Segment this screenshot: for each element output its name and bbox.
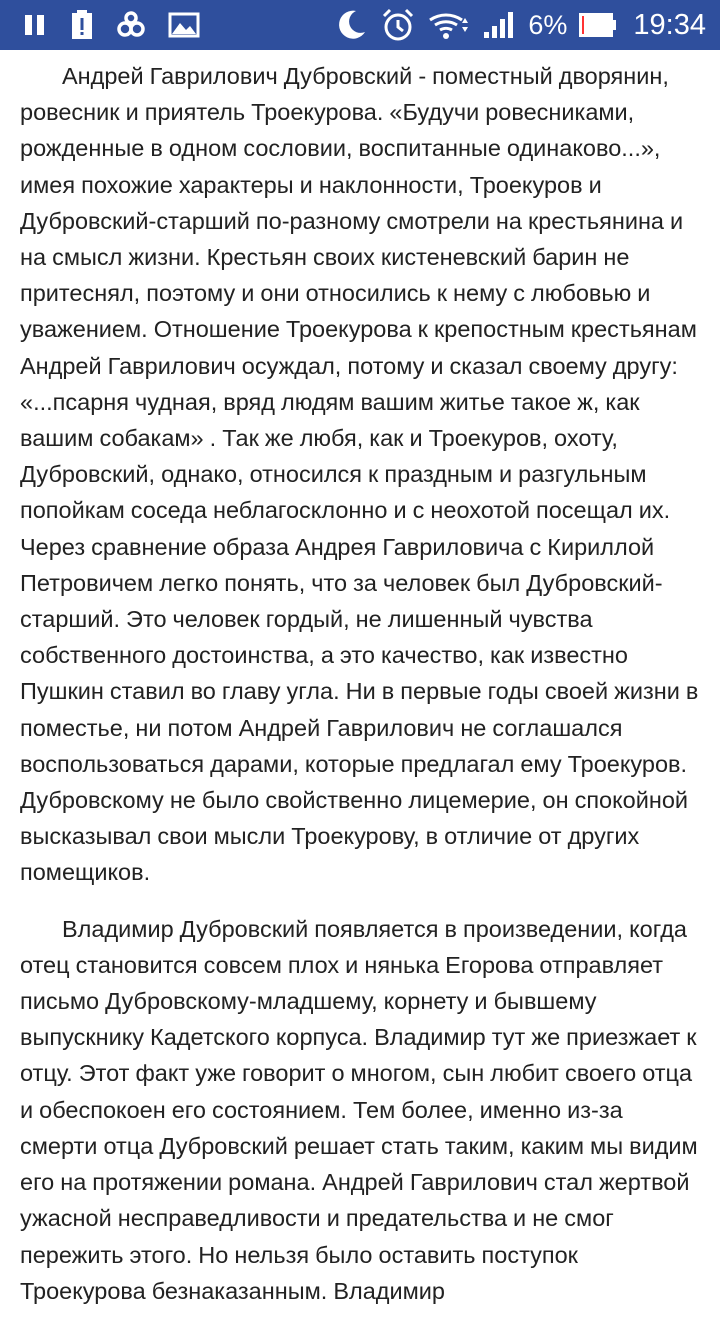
paragraph-2: Владимир Дубровский появляется в произведении, когда отец становится совсем плох и нянька Егорова отправляет письмо Дубровскому-младшему, корнету и бывшему выпускнику Кадетского корпуса. Владимир тут же приезжает к отцу. Этот факт уже говорит о многом, сын любит своего отца и обеспокоен его состоянием. Тем более, именно из-за смерти отца Дубровский решает стать таким, каким мы видим его на протяжении романа. Андрей Гаврилович стал жертвой ужасной несправедливости и предательства и не смог пережить этого. Но нельзя было оставить поступок Троекурова безнаказанным. Владимир [20,915,698,1304]
pause-icon [22,12,48,38]
gallery-icon [168,12,200,38]
signal-icon [482,10,516,40]
notification-icons [22,9,200,41]
paragraph-1: Андрей Гаврилович Дубровский - поместный дворянин, ровесник и приятель Троекурова. «Будучи ровесниками, рожденные в одном сословии, воспитанные одинаково...», имея похожие характеры и наклонности, Троекуров и Дубровский-старший по-разному смотрели на крестьянина и на смысл жизни. Крестьян своих кистеневский барин не притеснял, поэтому и они относились к нему с любовью и уважением. Отношение Троекурова к крепостным крестьянам Андрей Гаврилович осуждал, потому и сказал своему другу: «...псарня чудная, вряд людям вашим житье такое ж, как вашим собакам» . Так же любя, как и Троекуров, охоту, Дубровский, однако, относился к праздным и разгульным попойкам соседа неблагосклонно и с неохотой посещал их. Через сравнение образа Андрея Гавриловича с Кириллой Петровичем легко понять, что за человек был Дубровский-старший. Это человек гордый, не лишенный чувства собственного достоинства, а это качество, как известно Пушкин ставил во главу угла. Ни в первые годы своей жизни в поместье, ни потом Андрей Гаврилович не соглашался воспользоваться дарами, которые предлагал ему Троекуров. Дубровскому не было свойственно лицемерие, он спокойной высказывал свои мысли Троекурову, в отличие от других помещиков. [20,63,699,886]
battery-percent: 6% [528,9,568,40]
moon-icon [334,8,368,42]
status-bar [0,0,720,50]
battery-fill [582,16,584,34]
system-icons [334,7,706,43]
link-icon [116,10,146,40]
article-text [20,58,702,1329]
battery-icon [579,12,617,38]
alert-icon [70,9,94,41]
alarm-icon [380,7,416,43]
wifi-icon [428,10,470,40]
clock: 19:34 [633,8,706,41]
